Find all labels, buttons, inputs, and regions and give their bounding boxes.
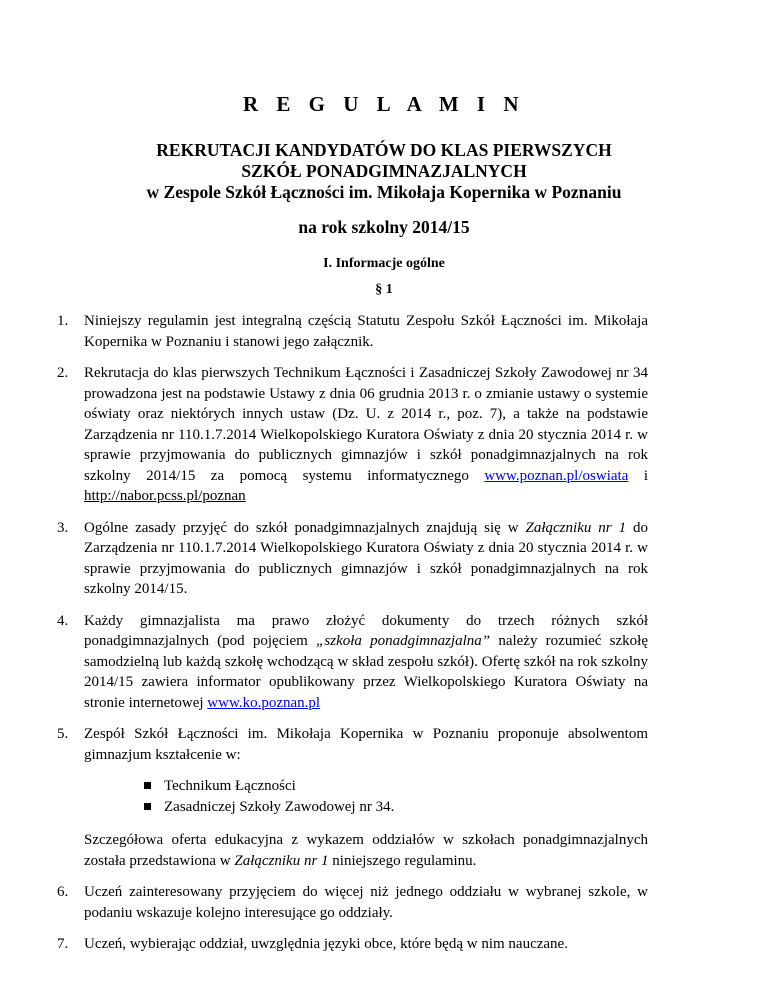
bullet-list bbox=[144, 776, 648, 817]
item-text-after bbox=[84, 830, 648, 871]
item-number: 4. bbox=[57, 612, 69, 629]
item-number: 6. bbox=[57, 884, 69, 900]
item-text-italic: Załączniku nr 1 bbox=[525, 519, 627, 536]
list-item-6 bbox=[57, 882, 648, 923]
item-text-part: do Zarządzenia nr 110.1.7.2014 Wielkopolskiego Kuratora Oświaty z dnia 20 stycznia 2014 r. w sprawie przyjmowania do publicznych gimnazjów i szkół ponadgimnazjalnych na rok szkolny 2014/15. bbox=[84, 519, 649, 597]
item-text-part: niniejszego regulaminu. bbox=[328, 852, 477, 869]
link-nabor-pcss[interactable]: http://nabor.pcss.pl/poznan bbox=[84, 488, 246, 504]
item-text: Uczeń zainteresowany przyjęciem do więcej niż jednego oddziału w wybranej szkole, w podaniu wskazuje kolejno interesujące go oddziały. bbox=[84, 884, 648, 921]
item-number: 2. bbox=[57, 365, 69, 381]
item-number: 5. bbox=[57, 726, 69, 742]
subtitle-line-3: w Zespole Szkół Łączności im. Mikołaja Kopernika w Poznaniu bbox=[146, 182, 622, 202]
item-text-part: Każdy gimnazjalista ma prawo złożyć dokumenty do trzech różnych szkół ponadgimnazjalnych (pod pojęciem bbox=[84, 612, 648, 649]
item-text-part: Szczegółowa oferta edukacyjna z wykazem oddziałów w szkołach ponadgimnazjalnych została przedstawiona w bbox=[84, 832, 648, 869]
school-year: na rok szkolny 2014/15 bbox=[298, 217, 470, 237]
link-poznan-oswiata[interactable]: www.poznan.pl/oswiata bbox=[484, 467, 629, 484]
square-bullet-icon bbox=[144, 782, 151, 789]
item-number: 7. bbox=[57, 936, 69, 952]
item-number: 1. bbox=[57, 313, 69, 329]
paragraph-sign: § 1 bbox=[375, 282, 393, 297]
document-subtitle bbox=[0, 140, 768, 203]
subtitle-line-2: SZKÓŁ PONADGIMNAZJALNYCH bbox=[241, 161, 527, 181]
square-bullet-icon bbox=[144, 803, 151, 810]
list-item-3 bbox=[57, 518, 649, 600]
section-heading: I. Informacje ogólne bbox=[323, 256, 445, 271]
bullet-item bbox=[144, 776, 648, 797]
item-text bbox=[84, 363, 648, 507]
item-text: Niniejszy regulamin jest integralną częścią Statutu Zespołu Szkół Łączności im. Mikołaja Kopernika w Poznaniu i stanowi jego załącznik. bbox=[84, 313, 648, 350]
list-item-4 bbox=[57, 611, 648, 714]
bullet-text: Zasadniczej Szkoły Zawodowej nr 34. bbox=[164, 798, 395, 815]
item-text-join: i bbox=[628, 467, 648, 484]
list-item-1 bbox=[57, 311, 648, 352]
bullet-text: Technikum Łączności bbox=[164, 778, 296, 794]
link-ko-poznan[interactable]: www.ko.poznan.pl bbox=[207, 694, 321, 711]
item-text: Uczeń, wybierając oddział, uwzględnia języki obce, które będą w nim nauczane. bbox=[84, 936, 568, 952]
document-title: R E G U L A M I N bbox=[242, 92, 526, 116]
list-item-7 bbox=[57, 934, 648, 955]
item-text bbox=[84, 611, 648, 714]
item-text-part: Ogólne zasady przyjęć do szkół ponadgimnazjalnych znajdują się w bbox=[84, 519, 526, 536]
item-text-italic: „szkoła ponadgimnazjalna” bbox=[316, 633, 491, 649]
bullet-item bbox=[144, 797, 648, 818]
item-text bbox=[84, 518, 648, 600]
list-item-5 bbox=[57, 724, 648, 871]
list-item-2 bbox=[57, 363, 648, 507]
numbered-list bbox=[57, 311, 649, 966]
item-number: 3. bbox=[57, 519, 69, 536]
item-text: Zespół Szkół Łączności im. Mikołaja Kopernika w Poznaniu proponuje absolwentom gimnazjum kształcenie w: bbox=[84, 726, 648, 763]
item-text-italic: Załączniku nr 1 bbox=[234, 852, 329, 869]
subtitle-line-1: REKRUTACJI KANDYDATÓW DO KLAS PIERWSZYCH bbox=[156, 140, 612, 160]
item-text-body: Rekrutacja do klas pierwszych Technikum Łączności i Zasadniczej Szkoły Zawodowej nr 34 prowadzona jest na podstawie Ustawy z dnia 06 grudnia 2013 r. o zmianie ustawy o systemie oświaty oraz niektórych innych ustaw (Dz. U. z 2014 r., poz. 7), a także na podstawie Zarządzenia nr 110.1.7.2014 Wielkopolskiego Kuratora Oświaty z dnia 20 stycznia 2014 r. w sprawie przyjmowania do publicznych gimnazjów i szkół ponadgimnazjalnych na rok szkolny 2014/15 za pomocą systemu informatycznego bbox=[84, 365, 648, 484]
item-text-part: należy rozumieć szkołę samodzielną lub każdą szkołę wchodzącą w skład zespołu szkół). Ofertę szkół na rok szkolny 2014/15 zawiera informator opublikowany przez Wielkopolskiego Kuratora Oświaty na stronie internetowej bbox=[84, 633, 648, 711]
